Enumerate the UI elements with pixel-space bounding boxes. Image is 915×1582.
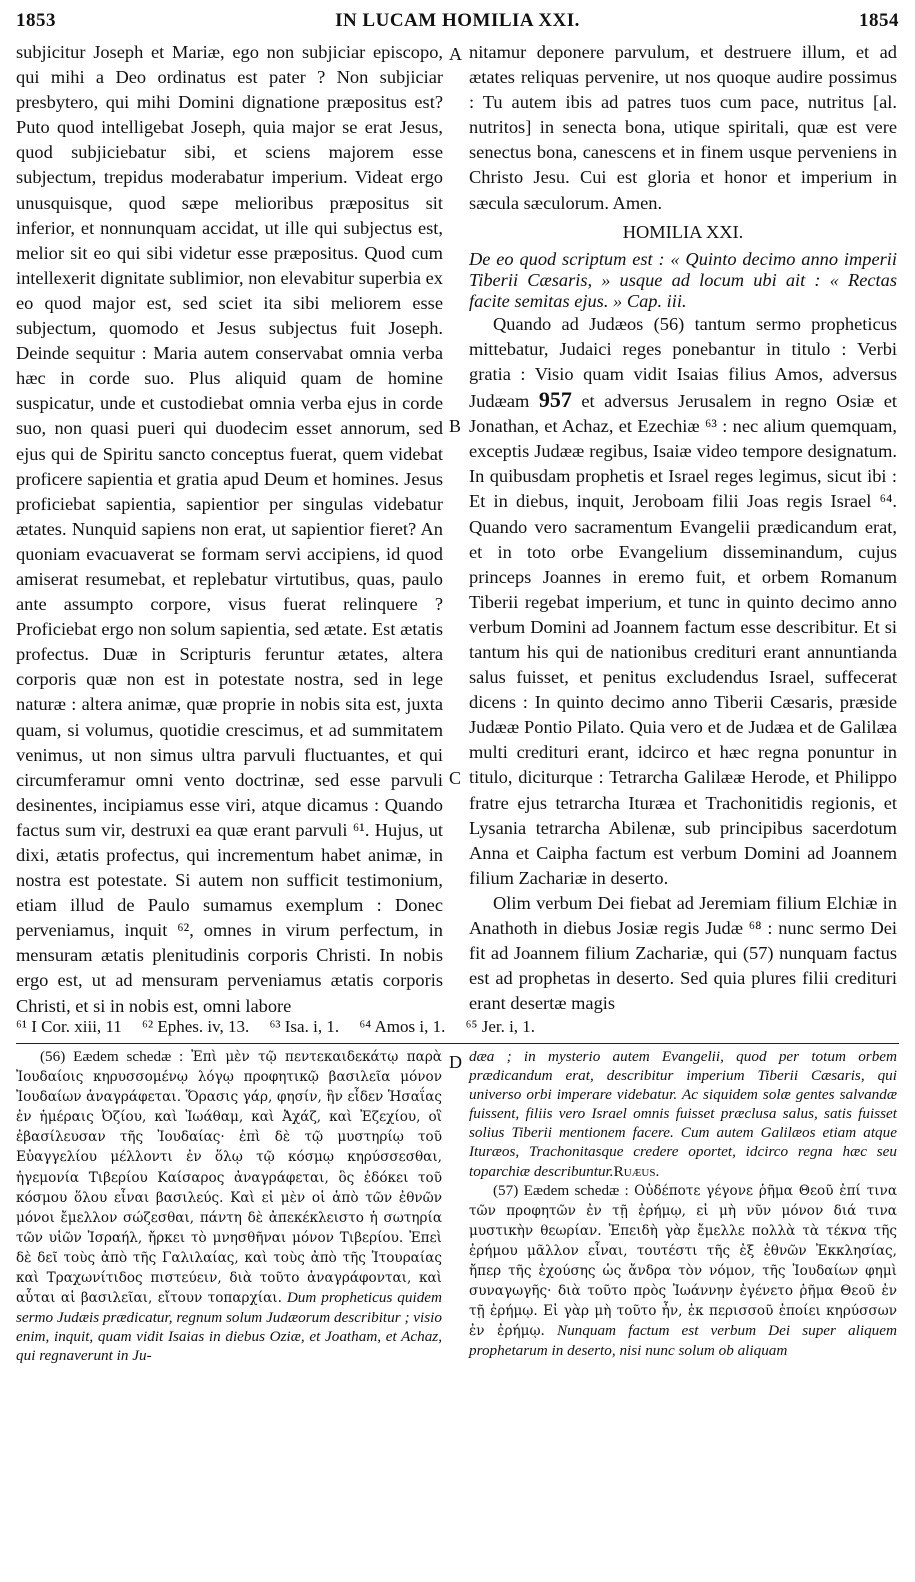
homily-title: HOMILIA XXI.: [622, 221, 744, 242]
note-57-head: (57) Eædem schedæ :: [493, 1181, 635, 1199]
left-column-text: subjicitur Joseph et Mariæ, ego non subjiciar episcopo, qui mihi a Deo ordinatus est pater ? Non subjiciar presbytero, qui mihi Domini dignatione præpositus est? Puto quod intelligebat Joseph, quia major se erat Jesus, quod subjiciebatur sibi, et sciens majorem esse subjectum, trepidus moderabatur imperium. Videat ergo unusquisque, quod sæpe melioribus præpositus sit inferior, et nonnunquam accidat, ut ille qui subjectus est, melior sit eo qui sibi videtur esse præpositus. Quod cum intellexerit dignitate sublimior, non elevabitur superbia ex eo quod major est, sed sciet ita sibi meliorem esse subjectum, quomodo et Jesus subjectus fuit Joseph. Deinde sequitur : Maria autem conservabat omnia verba hæc in corde suo. Plus aliquid quam de homine suspicatur, unde et custodiebat omnia verba ejus in corde suo, non quasi pueri qui duodecim esset annorum, sed ejus qui de Spiritu sancto conceptus fuerat, quem videbat proficere sapientia et gratia apud Deum et homines. Jesus proficiebat sapientia, sapientior per singulas videbatur ætates. Nunquid sapiens non erat, ut sapientior fieret? An quoniam evacuaverat se formam servi accipiens, id quod amiserat resumebat, et replebatur virtutibus, quas, paulo ante assumpto corpore, visus fuerat relinquere ? Proficiebat ergo non solum sapientia, sed ætate. Est ætatis profectus. Duæ in Scripturis feruntur ætates, altera corporis quæ non est in potestate nostra, sed in lege naturæ : altera animæ, quæ proprie in nobis sita est, juxta quam, si volumus, quotidie crescimus, et ad summitatem venimus, ut non simus ultra parvuli fluctuantes, et qui circumferamur omni vento doctrinæ, sed esse parvuli desinentes, incipiamus esse viri, atque dicamus : Quando factus sum vir, destruxi ea quæ erant parvuli ⁶¹. Hujus, ut dixi, ætatis profectus, qui incrementum habet animæ, in nostra est potestate. Si autem non sufficit testimonium, etiam illud de Paulo sumamus exemplum : Donec perveniamus, inquit ⁶², omnes in virum perfectum, in mensuram ætatis plenitudinis corporis Christi. In nobis ergo est, ut ad mensuram perveniamus ætatis corporis Christi, et si in nobis est, omni labore: [16, 42, 443, 1016]
running-header: [16, 10, 899, 36]
margin-letter-c: C: [449, 768, 462, 788]
homily-paragraph-1: [469, 312, 897, 891]
paragraph-1-part-b: et adversus Jerusalem in regno Osiæ et Jonathan, et Achaz, et Ezechiæ ⁶³ : nec alium quemquam, exceptis Judææ regibus, Isaiæ video tempore designatum. In quibusdam prophetis et Israel reges legimus, sicut ibi : Et in diebus, inquit, Jeroboam filii Joas regis Israel ⁶⁴. Quando vero sacramentum Evangelii prædicandum erat, et in toto orbe Evangelium disseminandum, cujus princeps Joannes in eremo fuit, et orbem Romanum Tiberii regebat imperium, et tunc in quinto decimo anno verbum Domini ad Joannem factum esse describitur. Et si tantum his qui de nationibus credituri erant annuntianda salus fuisset, et penitus excludendus Israel, suffecerat dicens : In quinto decimo anno Tiberii Cæsaris, præside Judææ Pontio Pilato. Quia vero et de Judæa et de Galilæa multi credituri erant, idcirco et hæc regna ponuntur in titulo, diciturque : Tetrarcha Galilææ Herode, et Philippo fratre ejus tetrarcha Ituræa et Trachonitidis regionis, et Lysania tetrarcha Abilenæ, sub principibus sacerdotum Anna et Caipha factum est verbum Domini ad Joannem filium Zachariæ in deserto.: [469, 391, 897, 888]
homily-argument: De eo quod scriptum est : « Quinto decimo anno imperii Tiberii Cæsaris, » usque ad locum ubi ait : « Rectas facite semitas ejus. » Cap. iii.: [469, 248, 897, 311]
notes-left: [16, 1047, 442, 1366]
right-intro-paragraph: nitamur deponere parvulum, et destruere illum, et ad ætates reliquas pervenire, ut nos quoque audire possimus : Tu autem ibis ad patres tuos cum pace, nutritus [al. nutritos] in senecta bona, utique spiritali, quæ est vere senectus bona, canescens et in finem usque perveniens in Christo Jesu. Cui est gloria et honor et imperium in sæcula sæculorum. Amen.: [469, 42, 897, 213]
margin-letter-b: B: [449, 416, 462, 436]
note-57-latin: Nunquam factum est verbum Dei super aliquem prophetarum in deserto, nisi nunc solum ob aliquam: [469, 1322, 897, 1360]
note-56-latin-continued: dæa ; in mysterio autem Evangelii, quod per totum orbem prædicandum erat, describitur imperium Tiberii Cæsaris, qui universo orbi imperare videbatur. Ac siquidem solæ gentes salvandæ fuissent, filiis vero Israel omnis fuisset præclusa salus, satis fuisset solius Tiberii mentionem facere. Cum autem Galilæos etiam atque Ituræos, Trachonitasque credere oportet, idcirco regna hæc seu toparchiæ describuntur.: [469, 1048, 897, 1180]
running-title: IN LUCAM HOMILIA XXI.: [335, 10, 580, 31]
footnote-62: ⁶² Ephes. iv, 13.: [142, 1017, 250, 1036]
note-56-greek: Ἐπὶ μὲν τῷ πεντεκαιδεκάτῳ παρὰ Ἰουδαίοις κηρυσσομένῳ λόγῳ προφητικῷ βασιλεῖα μόνον Ἰουδαίων ἀναγράφεται. Ὅρασις γάρ, φησίν, ἣν εἶδεν Ἡσαΐας ἐν ἡμέραις Ὀζίου, καὶ Ἰωάθαμ, καὶ Ἀχάζ, καὶ Ἐζεχίου, οἳ ἐβασίλευσαν τῆς Ἰουδαίας· ἐπὶ δὲ τῷ μυστηρίῳ τοῦ Εὐαγγελίου μέλλοντι ἐν ὅλῳ τῷ κόσμῳ κηρύσσεσθαι, ἡγεμονία Τιβερίου Καίσαρος ἀναγράφεται, ὃς ἐδόκει τοῦ κόσμου ὅλου εἶναι βασιλεύς. Καὶ εἰ μὲν οἱ ἀπὸ τῶν ἐθνῶν μόνοι ἔμελλον σώζεσθαι, πάντη δὲ ἀπεκέκλειστο ἡ σωτηρία τῶν υἱῶν Ἰσραήλ, ἤρκει τὸ μνησθῆναι μόνον Τιβερίου. Ἐπεὶ δὲ δεῖ τοὺς ἀπὸ τῆς Γαλιλαίας, καὶ τοὺς ἀπὸ τῆς Ἰτουραίας καὶ Τραχωνίτιδος πιστεύειν, διὰ τοῦτο ἀναγράφονται, καὶ αὗται αἱ βασιλεῖαι, εἴτουν τοπαρχίαι.: [16, 1049, 442, 1307]
notes-right: [469, 1047, 897, 1361]
footnote-61: ⁶¹ I Cor. xiii, 11: [16, 1017, 122, 1036]
note-57-greek: Οὐδέποτε γέγονε ῥῆμα Θεοῦ ἐπί τινα τῶν προφητῶν ἐν τῇ ἐρήμῳ, εἰ μὴ νῦν μόνον διά τινα μυστικὴν θεωρίαν. Ἐπειδὴ γὰρ ἔμελλε πολλὰ τὰ τέκνα τῆς ἐρήμου μᾶλλον εἶναι, τουτέστι τῆς ἐξ ἐθνῶν Ἐκκλησίας, ἤπερ τῆς ἐχούσης ὡς ἄνδρα τὸν νόμον, τῆς Ἰουδαίων φημὶ συναγωγῆς· διὰ τοῦτο πρὸς Ἰωάννην ἐγένετο ῥῆμα Θεοῦ ἐν τῇ ἐρήμῳ. Εἰ γὰρ μὴ τοῦτο ἦν, ἐκ περισσοῦ ἐποίει κηρύσσων ἐν ἐρήμῳ.: [469, 1182, 897, 1340]
left-column: [16, 40, 443, 1019]
margin-letter-a: A: [449, 44, 462, 64]
note-56-latin: Dum propheticus quidem sermo Judæis prædicatur, regnum solum Judæorum describitur ; visio enim, inquit, quam vidit Isaias in diebus Oziæ, et Joatham, et Achaz, qui regnaverunt in Ju-: [16, 1289, 442, 1365]
paragraph-1-part-a: Quando ad Judæos (56) tantum sermo propheticus mittebatur, Judaici reges ponebantur in titulo : Verbi gratia : Visio quam vidit Isaias filius Amos, adversus Judæam: [469, 313, 897, 412]
footnotes: [16, 1017, 899, 1037]
note-56: [16, 1047, 442, 1366]
note-56-continued: [469, 1047, 897, 1181]
page-number-right: 1854: [859, 10, 899, 31]
footnote-65: ⁶⁵ Jer. i, 1.: [465, 1017, 536, 1036]
footnote-64: ⁶⁴ Amos i, 1.: [359, 1017, 446, 1036]
migne-column-number: 957: [538, 387, 572, 413]
homily-paragraph-2: Olim verbum Dei fiebat ad Jeremiam filium Elchiæ in Anathoth in diebus Josiæ regis Judæ ⁶⁸ : nunc sermo Dei fit ad Joannem filium Zachariæ, qui (57) nunquam factus est ad prophetas in deserto. Sed quia plures filii credituri erant desertæ magis: [469, 892, 897, 1014]
notes-divider: [16, 1043, 899, 1044]
note-56-signature: Ruæus.: [613, 1162, 660, 1180]
margin-letter-d: D: [449, 1052, 462, 1072]
footnote-63: ⁶³ Isa. i, 1.: [269, 1017, 340, 1036]
page-number-left: 1853: [16, 10, 56, 31]
note-57: [469, 1181, 897, 1361]
note-56-head: (56) Eædem schedæ :: [40, 1048, 192, 1065]
right-column: [469, 40, 897, 1016]
